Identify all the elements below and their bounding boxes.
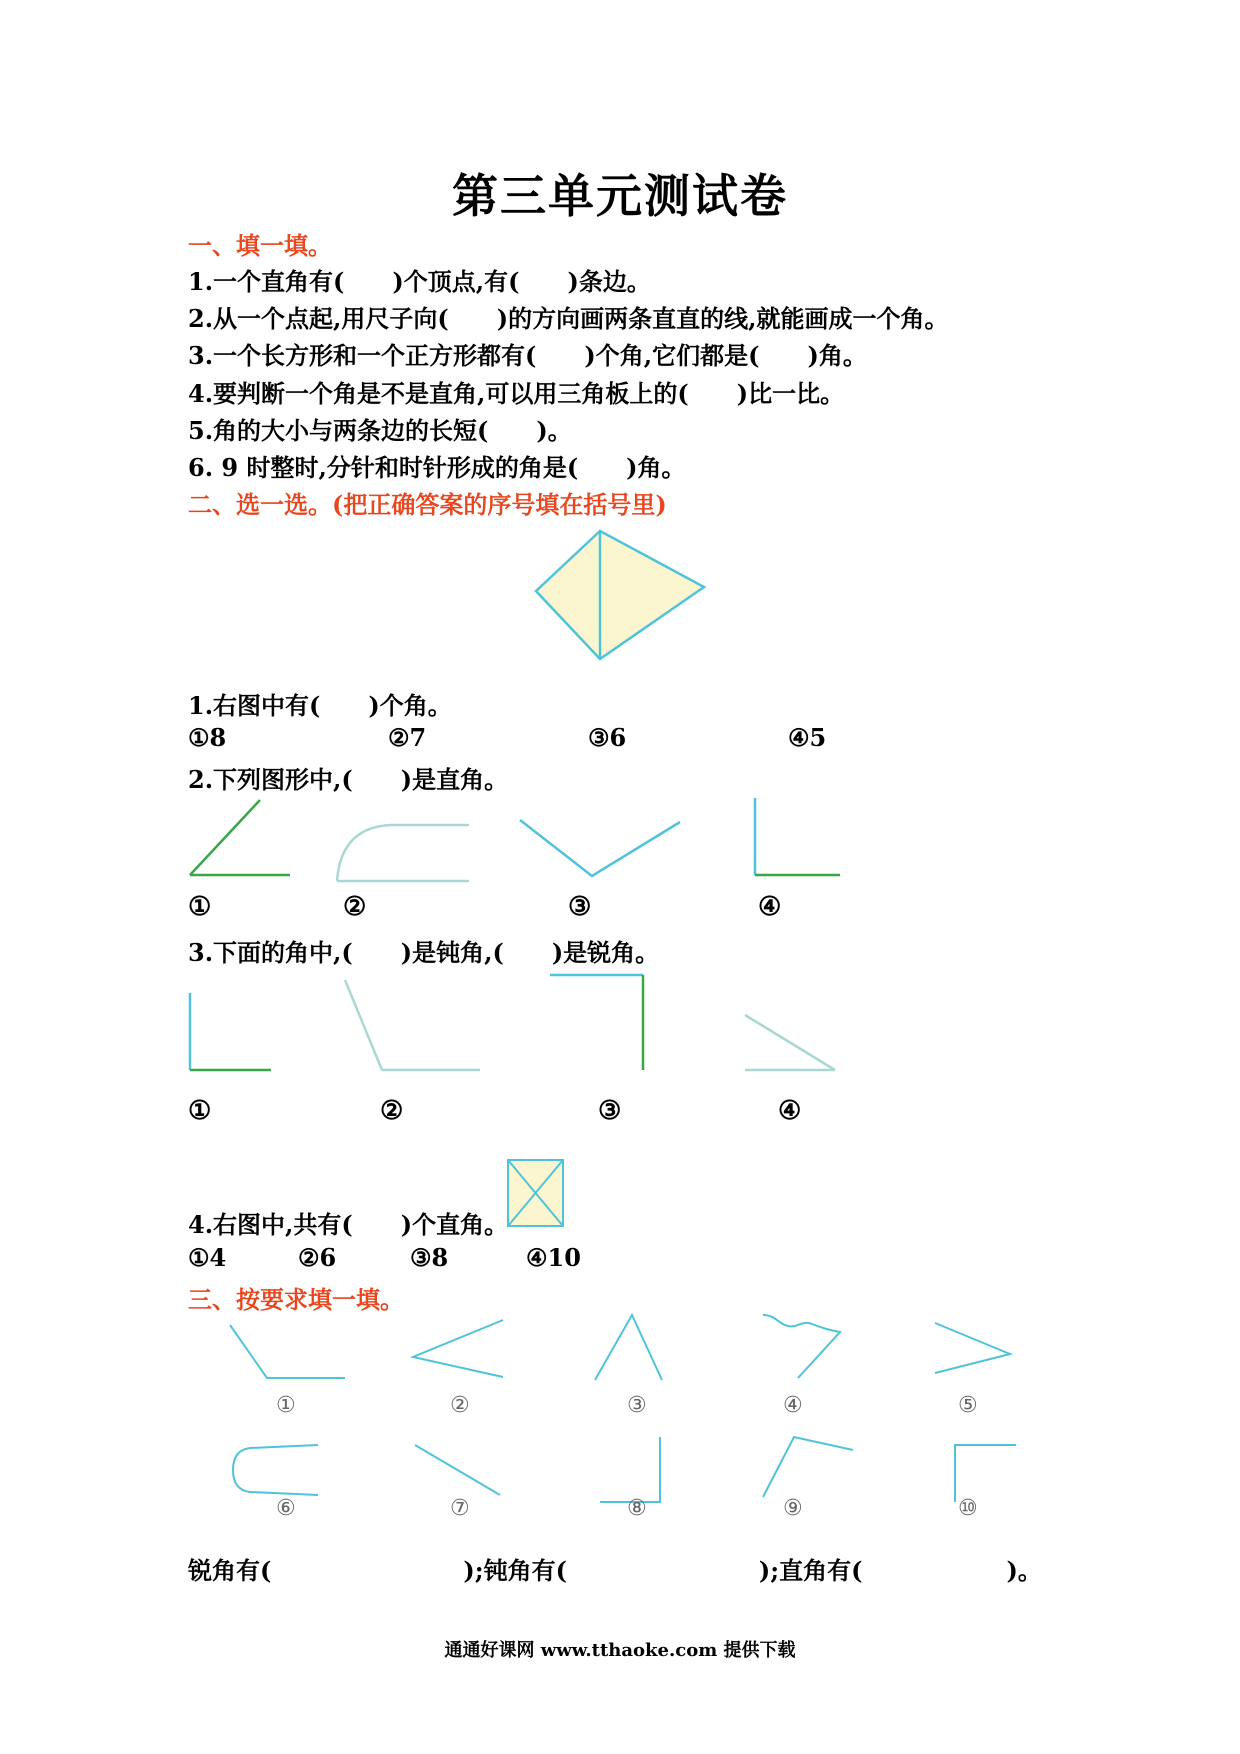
q1-option-1: ①8: [188, 723, 227, 752]
q4-option-4: ④10: [526, 1243, 581, 1272]
p3-label-2: ②: [450, 1393, 470, 1418]
fill-question-4: 4.要判断一个角是不是直角,可以用三角板上的( )比一比。: [188, 379, 845, 408]
q2-label-4: ④: [758, 892, 782, 922]
q1-option-2: ②7: [388, 723, 427, 752]
p3-label-10: ⑩: [958, 1496, 978, 1521]
section-heading-fill: 一、填一填。: [188, 231, 332, 260]
square-diagonal-figure: [505, 1157, 567, 1229]
choose-question-1: 1.右图中有( )个角。: [188, 691, 452, 720]
q2-label-3: ③: [568, 892, 592, 922]
q3-angle-3: [545, 970, 650, 1075]
fill-question-1: 1.一个直角有( )个顶点,有( )条边。: [188, 267, 651, 296]
classify-answer-line: 锐角有( );钝角有( );直角有( )。: [188, 1556, 1042, 1585]
fill-question-2: 2.从一个点起,用尺子向( )的方向画两条直直的线,就能画成一个角。: [188, 304, 949, 333]
section-heading-classify: 三、按要求填一填。: [188, 1285, 404, 1314]
p3-angle-6: [228, 1440, 328, 1500]
q2-label-2: ②: [343, 892, 367, 922]
p3-label-5: ⑤: [958, 1393, 978, 1418]
choose-question-4: 4.右图中,共有( )个直角。: [188, 1210, 509, 1239]
q4-option-3: ③8: [410, 1243, 449, 1272]
q2-angle-1: [185, 795, 295, 880]
q4-option-2: ②6: [298, 1243, 337, 1272]
fill-question-6: 6. 9 时整时,分针和时针形成的角是( )角。: [188, 453, 686, 482]
p3-angle-5: [930, 1318, 1015, 1378]
p3-angle-3: [590, 1310, 670, 1385]
q1-option-3: ③6: [588, 723, 627, 752]
q3-label-2: ②: [380, 1096, 404, 1126]
p3-angle-9: [758, 1432, 858, 1502]
p3-label-8: ⑧: [627, 1496, 647, 1521]
fill-question-3: 3.一个长方形和一个正方形都有( )个角,它们都是( )角。: [188, 341, 867, 370]
p3-label-3: ③: [627, 1393, 647, 1418]
q3-angle-2: [340, 975, 485, 1075]
q2-label-1: ①: [188, 892, 212, 922]
p3-label-1: ①: [276, 1393, 296, 1418]
q3-angle-4: [740, 1010, 840, 1075]
p3-angle-7: [410, 1440, 505, 1500]
q3-label-3: ③: [598, 1096, 622, 1126]
p3-label-4: ④: [783, 1393, 803, 1418]
p3-angle-1: [225, 1320, 350, 1385]
p3-label-7: ⑦: [450, 1496, 470, 1521]
p3-label-9: ⑨: [783, 1496, 803, 1521]
p3-label-6: ⑥: [276, 1496, 296, 1521]
section-heading-choose: 二、选一选。(把正确答案的序号填在括号里): [188, 490, 667, 519]
q2-angle-3: [515, 812, 685, 882]
q4-option-1: ①4: [188, 1243, 227, 1272]
fill-question-5: 5.角的大小与两条边的长短( )。: [188, 416, 572, 445]
q3-angle-1: [185, 990, 275, 1075]
footer-credit: 通通好课网 www.tthaoke.com 提供下载: [444, 1640, 796, 1661]
q3-label-1: ①: [188, 1096, 212, 1126]
p3-angle-2: [408, 1315, 508, 1385]
q2-angle-2: [333, 815, 473, 885]
q3-label-4: ④: [778, 1096, 802, 1126]
diamond-figure: [530, 525, 710, 665]
choose-question-2: 2.下列图形中,( )是直角。: [188, 765, 509, 794]
q2-angle-4: [750, 795, 845, 880]
choose-question-3: 3.下面的角中,( )是钝角,( )是锐角。: [188, 938, 660, 967]
p3-angle-4: [758, 1310, 848, 1385]
page-title: 第三单元测试卷: [452, 169, 788, 223]
q1-option-4: ④5: [788, 723, 827, 752]
